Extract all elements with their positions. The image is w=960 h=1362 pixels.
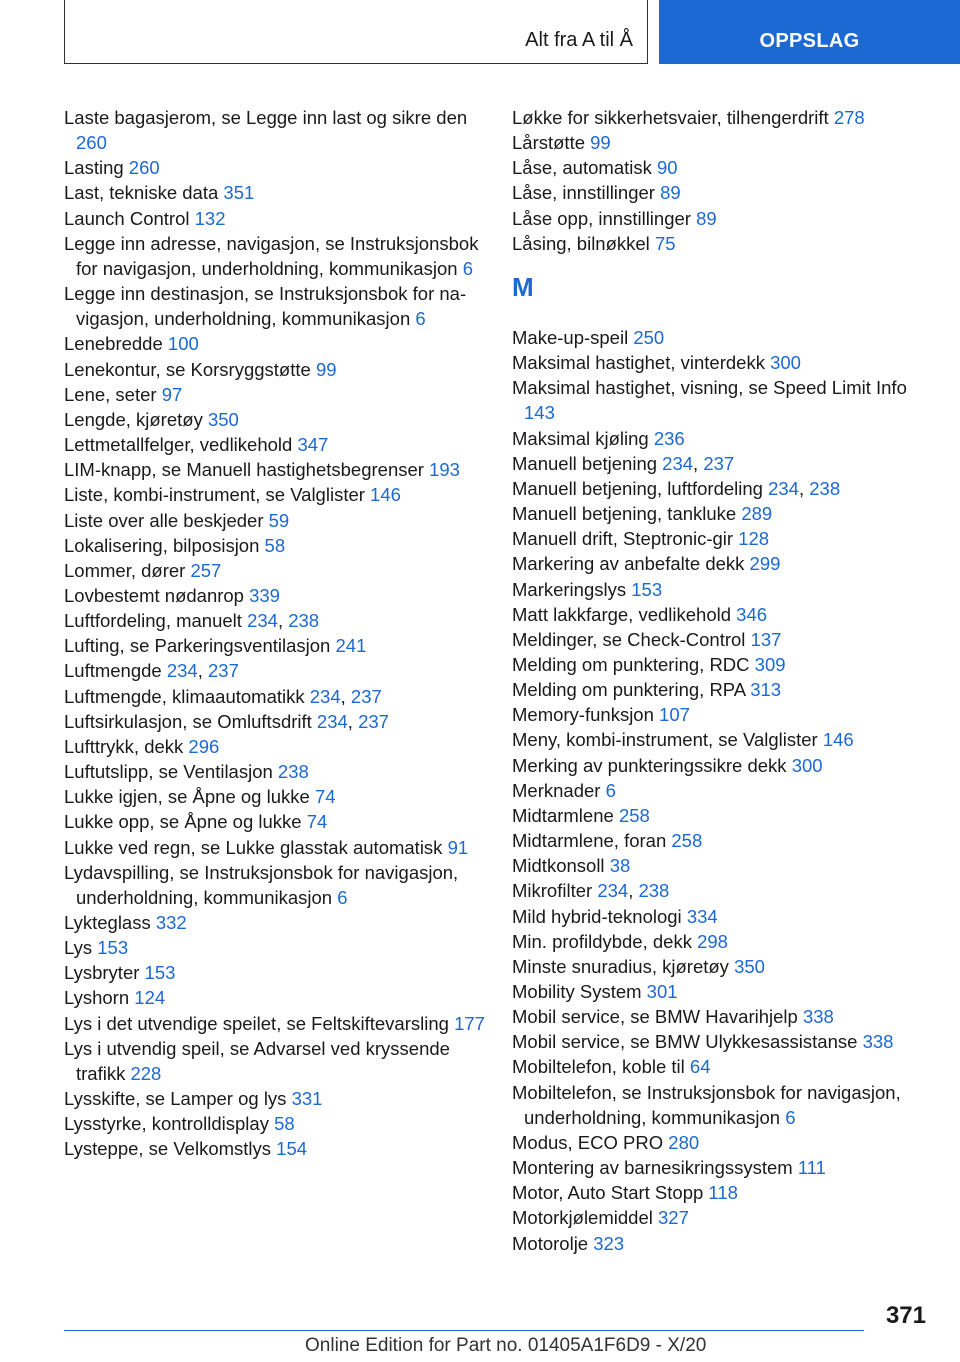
page-ref-link[interactable]: 296 — [188, 735, 220, 757]
index-term: Min. profildybde, dekk — [512, 930, 692, 952]
index-entry — [64, 357, 494, 382]
index-entry — [64, 508, 494, 533]
index-term: Markeringslys — [512, 578, 627, 600]
page-ref-link[interactable]: 258 — [618, 804, 650, 826]
header-section-tab[interactable] — [659, 0, 960, 64]
index-group-l-continued — [512, 105, 932, 256]
index-term: Luftmengde — [64, 660, 162, 682]
index-term: Montering av barnesikringssystem — [512, 1157, 793, 1179]
page-ref-link[interactable]: 260 — [128, 157, 160, 179]
index-term: Lovbestemt nødanrop — [64, 584, 244, 606]
page-ref-link[interactable]: 6 — [605, 779, 616, 801]
index-term: Lydavspilling, se Instruksjonsbok for navigasjon, underholdning, kommunikasjon — [64, 861, 459, 908]
index-entry — [512, 325, 932, 350]
index-term: Lysstyrke, kontrolldisplay — [64, 1113, 269, 1135]
page-ref-link[interactable]: 332 — [155, 912, 187, 933]
index-entry — [512, 1205, 932, 1230]
page-ref-link[interactable]: 177 — [454, 1012, 485, 1034]
index-term: Manuell betjening, tankluke — [512, 503, 737, 525]
index-term: Motorkjølemiddel — [512, 1207, 653, 1229]
index-entry — [64, 432, 494, 457]
footer-divider — [64, 1330, 864, 1331]
page-ref-link[interactable]: 153 — [631, 578, 663, 600]
index-term: Låsing, bilnøkkel — [512, 232, 650, 254]
index-entry — [64, 482, 494, 507]
page-ref-link[interactable]: 146 — [370, 484, 401, 506]
index-term: Manuell drift, Steptronic-gir — [512, 528, 734, 550]
index-entry — [512, 501, 932, 526]
index-entry — [512, 1155, 932, 1180]
page-number: 371 — [885, 1302, 926, 1329]
index-entry — [512, 853, 932, 878]
page-ref-link[interactable]: 350 — [207, 408, 239, 430]
index-entry — [512, 206, 932, 231]
page-ref-link[interactable]: 228 — [130, 1062, 162, 1084]
index-term: LIM-knapp, se Manuell hastighetsbegrenser — [64, 459, 424, 481]
page-ref-link[interactable]: 89 — [696, 207, 717, 229]
page-ref-link[interactable]: 331 — [291, 1088, 323, 1110]
page-ref-link[interactable]: 237 — [358, 710, 389, 732]
index-entry: Luftsirkulasjon, se Omluftsdrift 234, 237 — [64, 710, 389, 732]
index-term: Lysskifte, se Lamper og lys — [64, 1088, 287, 1110]
index-entry — [64, 155, 494, 180]
page-ref-link[interactable]: 347 — [297, 434, 329, 456]
index-term: Launch Control — [64, 207, 190, 229]
index-entry — [64, 331, 494, 356]
page-ref-link[interactable]: 238 — [809, 477, 841, 499]
page-ref-link[interactable]: 91 — [447, 836, 469, 858]
page-ref-link[interactable]: 75 — [654, 232, 676, 254]
index-term: Memory-funksjon — [512, 704, 654, 726]
index-entry: Luftmengde, klimaautomatikk 234, 237 — [64, 685, 382, 707]
index-term: Lene, seter — [64, 383, 157, 405]
index-entry: Manuell betjening, luftfordeling 234, 238 — [512, 477, 841, 499]
index-entry — [64, 180, 494, 205]
index-entry — [64, 533, 494, 558]
page-ref-link[interactable]: 346 — [736, 603, 768, 625]
index-term: Lukke opp, se Åpne og lukke — [64, 811, 302, 833]
page-ref-link[interactable]: 237 — [350, 685, 382, 707]
index-entry — [512, 130, 932, 155]
index-term: Luftutslipp, se Ventilasjon — [64, 761, 273, 783]
index-term: Luftmengde, klimaautomatikk — [64, 685, 305, 707]
index-term: Meldinger, se Check-Control — [512, 628, 746, 650]
index-term: Motorolje — [512, 1232, 589, 1254]
index-term: Modus, ECO PRO — [512, 1131, 664, 1153]
page-ref-link[interactable]: 58 — [264, 534, 286, 556]
index-column-left — [64, 105, 494, 1162]
page-ref-link[interactable]: 107 — [659, 704, 690, 726]
page-ref-link[interactable]: 59 — [268, 509, 290, 531]
index-entry — [512, 652, 932, 677]
page-ref-link[interactable]: 300 — [791, 754, 823, 776]
page-ref-link[interactable]: 234 — [768, 477, 799, 499]
index-entry: Luftfordeling, manuelt 234, 238 — [64, 610, 320, 632]
page-ref-link[interactable]: 90 — [657, 157, 678, 179]
index-term: Manuell betjening, luftfordeling — [512, 477, 763, 499]
index-term: Lys i utvendig speil, se Advarsel ved kryssende trafikk — [64, 1037, 450, 1084]
index-term: Motor, Auto Start Stopp — [512, 1182, 704, 1204]
page-ref-link[interactable]: 257 — [190, 559, 222, 581]
index-entry — [512, 778, 932, 803]
page-ref-link[interactable]: 280 — [668, 1131, 700, 1153]
page-ref-link[interactable]: 300 — [770, 352, 801, 374]
index-term: Merknader — [512, 779, 601, 801]
index-term: Lenebredde — [64, 333, 163, 355]
section-title: OPPSLAG — [759, 30, 860, 52]
page-ref-link[interactable]: 234 — [662, 452, 694, 474]
index-entry — [512, 727, 932, 752]
index-term: Lysbryter — [64, 962, 140, 984]
index-term: Lommer, dører — [64, 559, 186, 581]
index-term: Lengde, kjøretøy — [64, 408, 203, 430]
index-entry — [512, 350, 932, 375]
index-entry — [64, 105, 494, 155]
index-term: Merking av punkteringssikre dekk — [512, 754, 787, 776]
page-ref-link[interactable]: 289 — [741, 503, 773, 525]
index-entry — [512, 231, 932, 256]
index-entry — [512, 1130, 932, 1155]
index-entry — [512, 526, 932, 551]
index-term: Lys i det utvendige speilet, se Feltskiftevarsling — [64, 1012, 449, 1034]
page-ref-link[interactable]: 234 — [597, 880, 629, 902]
index-term: Melding om punktering, RPA — [512, 679, 746, 701]
page-ref-link[interactable]: 58 — [274, 1113, 295, 1135]
index-term: Låse, automatisk — [512, 157, 652, 179]
page-ref-link[interactable]: 146 — [822, 729, 854, 751]
index-term: Mild hybrid-teknologi — [512, 905, 682, 927]
index-term: Lasting — [64, 157, 124, 179]
page-ref-link[interactable]: 260 — [76, 132, 107, 154]
page-ref-link[interactable]: 154 — [276, 1138, 308, 1160]
index-term: Mikrofilter — [512, 880, 593, 902]
page-ref-link[interactable]: 137 — [750, 628, 782, 650]
page-ref-link[interactable]: 339 — [249, 584, 280, 606]
index-entry — [512, 904, 932, 929]
page-ref-link[interactable]: 38 — [609, 855, 631, 877]
index-entry: Luftmengde 234, 237 — [64, 660, 239, 682]
index-entry — [512, 105, 932, 130]
page-ref-link[interactable]: 327 — [658, 1207, 689, 1229]
page-ref-link[interactable]: 128 — [738, 528, 770, 550]
index-term: Løkke for sikkerhetsvaier, tilhengerdrift — [512, 107, 829, 128]
page-ref-link[interactable]: 258 — [671, 830, 703, 852]
index-entry — [512, 677, 932, 702]
page-ref-link[interactable]: 278 — [833, 107, 865, 128]
index-term: Lenekontur, se Korsryggstøtte — [64, 358, 311, 380]
index-term: Liste, kombi-instrument, se Valglister — [64, 484, 365, 506]
index-term: Lysteppe, se Velkomstlys — [64, 1138, 272, 1160]
index-term: Make-up-speil — [512, 326, 629, 348]
index-entry — [512, 155, 932, 180]
index-term: Luftsirkulasjon, se Omluftsdrift — [64, 710, 312, 732]
index-entry — [64, 281, 494, 331]
index-term: Midtarmlene — [512, 804, 614, 826]
page-ref-link[interactable]: 301 — [646, 981, 678, 1002]
index-entry — [64, 759, 494, 784]
index-entry — [64, 935, 494, 960]
page-ref-link[interactable]: 132 — [194, 207, 226, 229]
index-term: Last, tekniske data — [64, 182, 219, 204]
index-entry — [512, 1080, 932, 1130]
index-entry — [512, 375, 932, 425]
index-entry — [512, 954, 932, 979]
index-entry — [512, 803, 932, 828]
index-entry — [512, 627, 932, 652]
page-ref-link[interactable]: 236 — [653, 427, 685, 449]
page-ref-link[interactable]: 323 — [593, 1232, 625, 1254]
index-entry: Mikrofilter 234, 238 — [512, 880, 670, 902]
index-entry — [512, 1029, 932, 1054]
page-ref-link[interactable]: 74 — [314, 786, 336, 808]
index-term: Midtkonsoll — [512, 855, 605, 877]
index-entry — [64, 206, 494, 231]
index-term: Meny, kombi-instrument, se Valglister — [512, 729, 818, 751]
index-entry — [64, 633, 494, 658]
page-ref-link[interactable]: 143 — [524, 402, 555, 424]
page-ref-link[interactable]: 193 — [429, 459, 460, 481]
page-ref-link[interactable]: 234 — [247, 610, 278, 632]
index-term: Markering av anbefalte dekk — [512, 553, 745, 575]
index-column-right — [512, 105, 932, 1256]
index-entry — [64, 558, 494, 583]
index-term: Lukke igjen, se Åpne og lukke — [64, 786, 310, 808]
page-ref-link[interactable]: 309 — [754, 653, 786, 675]
page-ref-link[interactable]: 334 — [686, 905, 718, 927]
index-term: Maksimal kjøling — [512, 427, 649, 449]
page-ref-link[interactable]: 64 — [689, 1056, 711, 1078]
index-term: Lettmetallfelger, vedlikehold — [64, 434, 293, 456]
page-ref-link[interactable]: 6 — [462, 257, 473, 279]
page-ref-link[interactable]: 99 — [315, 358, 337, 380]
index-term: Matt lakkfarge, vedlikehold — [512, 603, 732, 625]
page-ref-link[interactable]: 99 — [590, 132, 611, 154]
index-entry — [512, 828, 932, 853]
index-entry — [512, 551, 932, 576]
index-entry — [512, 1231, 932, 1256]
page-ref-link[interactable]: 299 — [749, 553, 781, 575]
index-entry — [512, 929, 932, 954]
index-entry: Manuell betjening 234, 237 — [512, 452, 735, 474]
page-ref-link[interactable]: 338 — [802, 1006, 834, 1028]
page-ref-link[interactable]: 313 — [750, 679, 782, 701]
index-term: Låse opp, innstillinger — [512, 207, 691, 229]
page-ref-link[interactable]: 238 — [288, 610, 320, 632]
index-entry — [64, 985, 494, 1010]
page-ref-link[interactable]: 153 — [97, 937, 129, 959]
index-term: Manuell betjening — [512, 452, 658, 474]
page-ref-link[interactable]: 89 — [660, 182, 681, 204]
index-term: Maksimal hastighet, vinterdekk — [512, 352, 765, 374]
index-term: Mobility System — [512, 981, 642, 1002]
index-entry — [64, 1011, 494, 1036]
index-entry — [64, 734, 494, 759]
page-ref-link[interactable]: 298 — [697, 930, 728, 952]
index-term: Lårstøtte — [512, 132, 585, 154]
index-entry — [64, 1136, 494, 1161]
footer-edition: Online Edition for Part no. 01405A1F6D9 - X/20 — [305, 1335, 707, 1356]
page-ref-link[interactable]: 237 — [703, 452, 735, 474]
index-group-m — [512, 325, 932, 1256]
index-term: Melding om punktering, RDC — [512, 653, 750, 675]
index-entry — [512, 1004, 932, 1029]
index-term: Mobil service, se BMW Ulykkesassistanse — [512, 1031, 858, 1053]
page-ref-link[interactable]: 100 — [167, 333, 199, 355]
index-entry — [64, 457, 494, 482]
index-term: Maksimal hastighet, visning, se Speed Limit Info — [512, 377, 907, 399]
index-term: Lys — [64, 937, 93, 959]
index-entry — [512, 577, 932, 602]
index-entry — [512, 753, 932, 778]
index-term: Lykteglass — [64, 912, 151, 933]
index-entry — [64, 407, 494, 432]
index-entry — [64, 382, 494, 407]
page-ref-link[interactable]: 6 — [337, 886, 348, 908]
index-entry — [512, 602, 932, 627]
index-term: Lufting, se Parkeringsventilasjon — [64, 635, 331, 657]
index-term: Lokalisering, bilposisjon — [64, 534, 260, 556]
index-term: Lukke ved regn, se Lukke glasstak automatisk — [64, 836, 443, 858]
index-entry — [64, 1086, 494, 1111]
index-term: Låse, innstillinger — [512, 182, 655, 204]
index-entry — [64, 809, 494, 834]
index-entry — [64, 835, 494, 860]
page-ref-link[interactable]: 6 — [415, 308, 426, 330]
page-ref-link[interactable]: 351 — [223, 182, 255, 204]
page-ref-link[interactable]: 238 — [638, 880, 670, 902]
page-ref-link[interactable]: 350 — [734, 955, 765, 977]
page-ref-link[interactable]: 250 — [633, 326, 665, 348]
index-term: Laste bagasjerom, se Legge inn last og sikre den — [64, 107, 468, 128]
index-entry — [512, 702, 932, 727]
index-entry — [64, 960, 494, 985]
index-entry — [64, 583, 494, 608]
header-chapter-box — [64, 0, 648, 64]
index-term: Legge inn destinasjon, se Instruksjonsbok for navigasjon, underholdning, kommunikasjon — [64, 283, 467, 330]
index-entry — [64, 1036, 494, 1086]
index-entry — [64, 231, 494, 281]
index-entry — [64, 910, 494, 935]
index-term: Mobil service, se BMW Havarihjelp — [512, 1006, 798, 1028]
page-ref-link[interactable]: 234 — [166, 660, 198, 682]
index-term: Luftfordeling, manuelt — [64, 610, 242, 632]
index-term: Mobiltelefon, koble til — [512, 1056, 685, 1078]
index-term: Minste snuradius, kjøretøy — [512, 955, 729, 977]
page-ref-link[interactable]: 118 — [708, 1182, 738, 1204]
page-ref-link[interactable]: 153 — [144, 962, 176, 984]
index-entry — [512, 426, 932, 451]
index-entry — [512, 1054, 932, 1079]
index-term: Legge inn adresse, navigasjon, se Instruksjonsbok for navigasjon, underholdning, kommunikasjon — [64, 232, 479, 279]
index-entry — [64, 1111, 494, 1136]
page-ref-link[interactable]: 124 — [134, 987, 166, 1009]
page-ref-link[interactable]: 338 — [862, 1031, 894, 1053]
index-term: Mobiltelefon, se Instruksjonsbok for navigasjon, underholdning, kommunikasjon — [512, 1081, 901, 1128]
index-entry — [512, 979, 932, 1004]
page-ref-link[interactable]: 97 — [161, 383, 183, 405]
page-ref-link[interactable]: 111 — [797, 1157, 826, 1179]
page-ref-link[interactable]: 234 — [316, 710, 348, 732]
page-ref-link[interactable]: 237 — [208, 660, 239, 682]
chapter-title: Alt fra A til Å — [525, 29, 633, 51]
index-term: Midtarmlene, foran — [512, 830, 667, 852]
page-ref-link[interactable]: 234 — [309, 685, 341, 707]
letter-heading-m: M — [512, 271, 534, 302]
index-term: Lufttrykk, dekk — [64, 735, 184, 757]
page-ref-link[interactable]: 74 — [306, 811, 328, 833]
index-entry — [512, 1180, 932, 1205]
page-ref-link[interactable]: 241 — [335, 635, 367, 657]
page-ref-link[interactable]: 238 — [277, 761, 309, 783]
index-entry — [512, 180, 932, 205]
page-ref-link[interactable]: 6 — [785, 1106, 796, 1128]
index-entry — [64, 784, 494, 809]
index-term: Lyshorn — [64, 987, 130, 1009]
index-term: Liste over alle beskjeder — [64, 509, 264, 531]
index-entry — [64, 860, 494, 910]
